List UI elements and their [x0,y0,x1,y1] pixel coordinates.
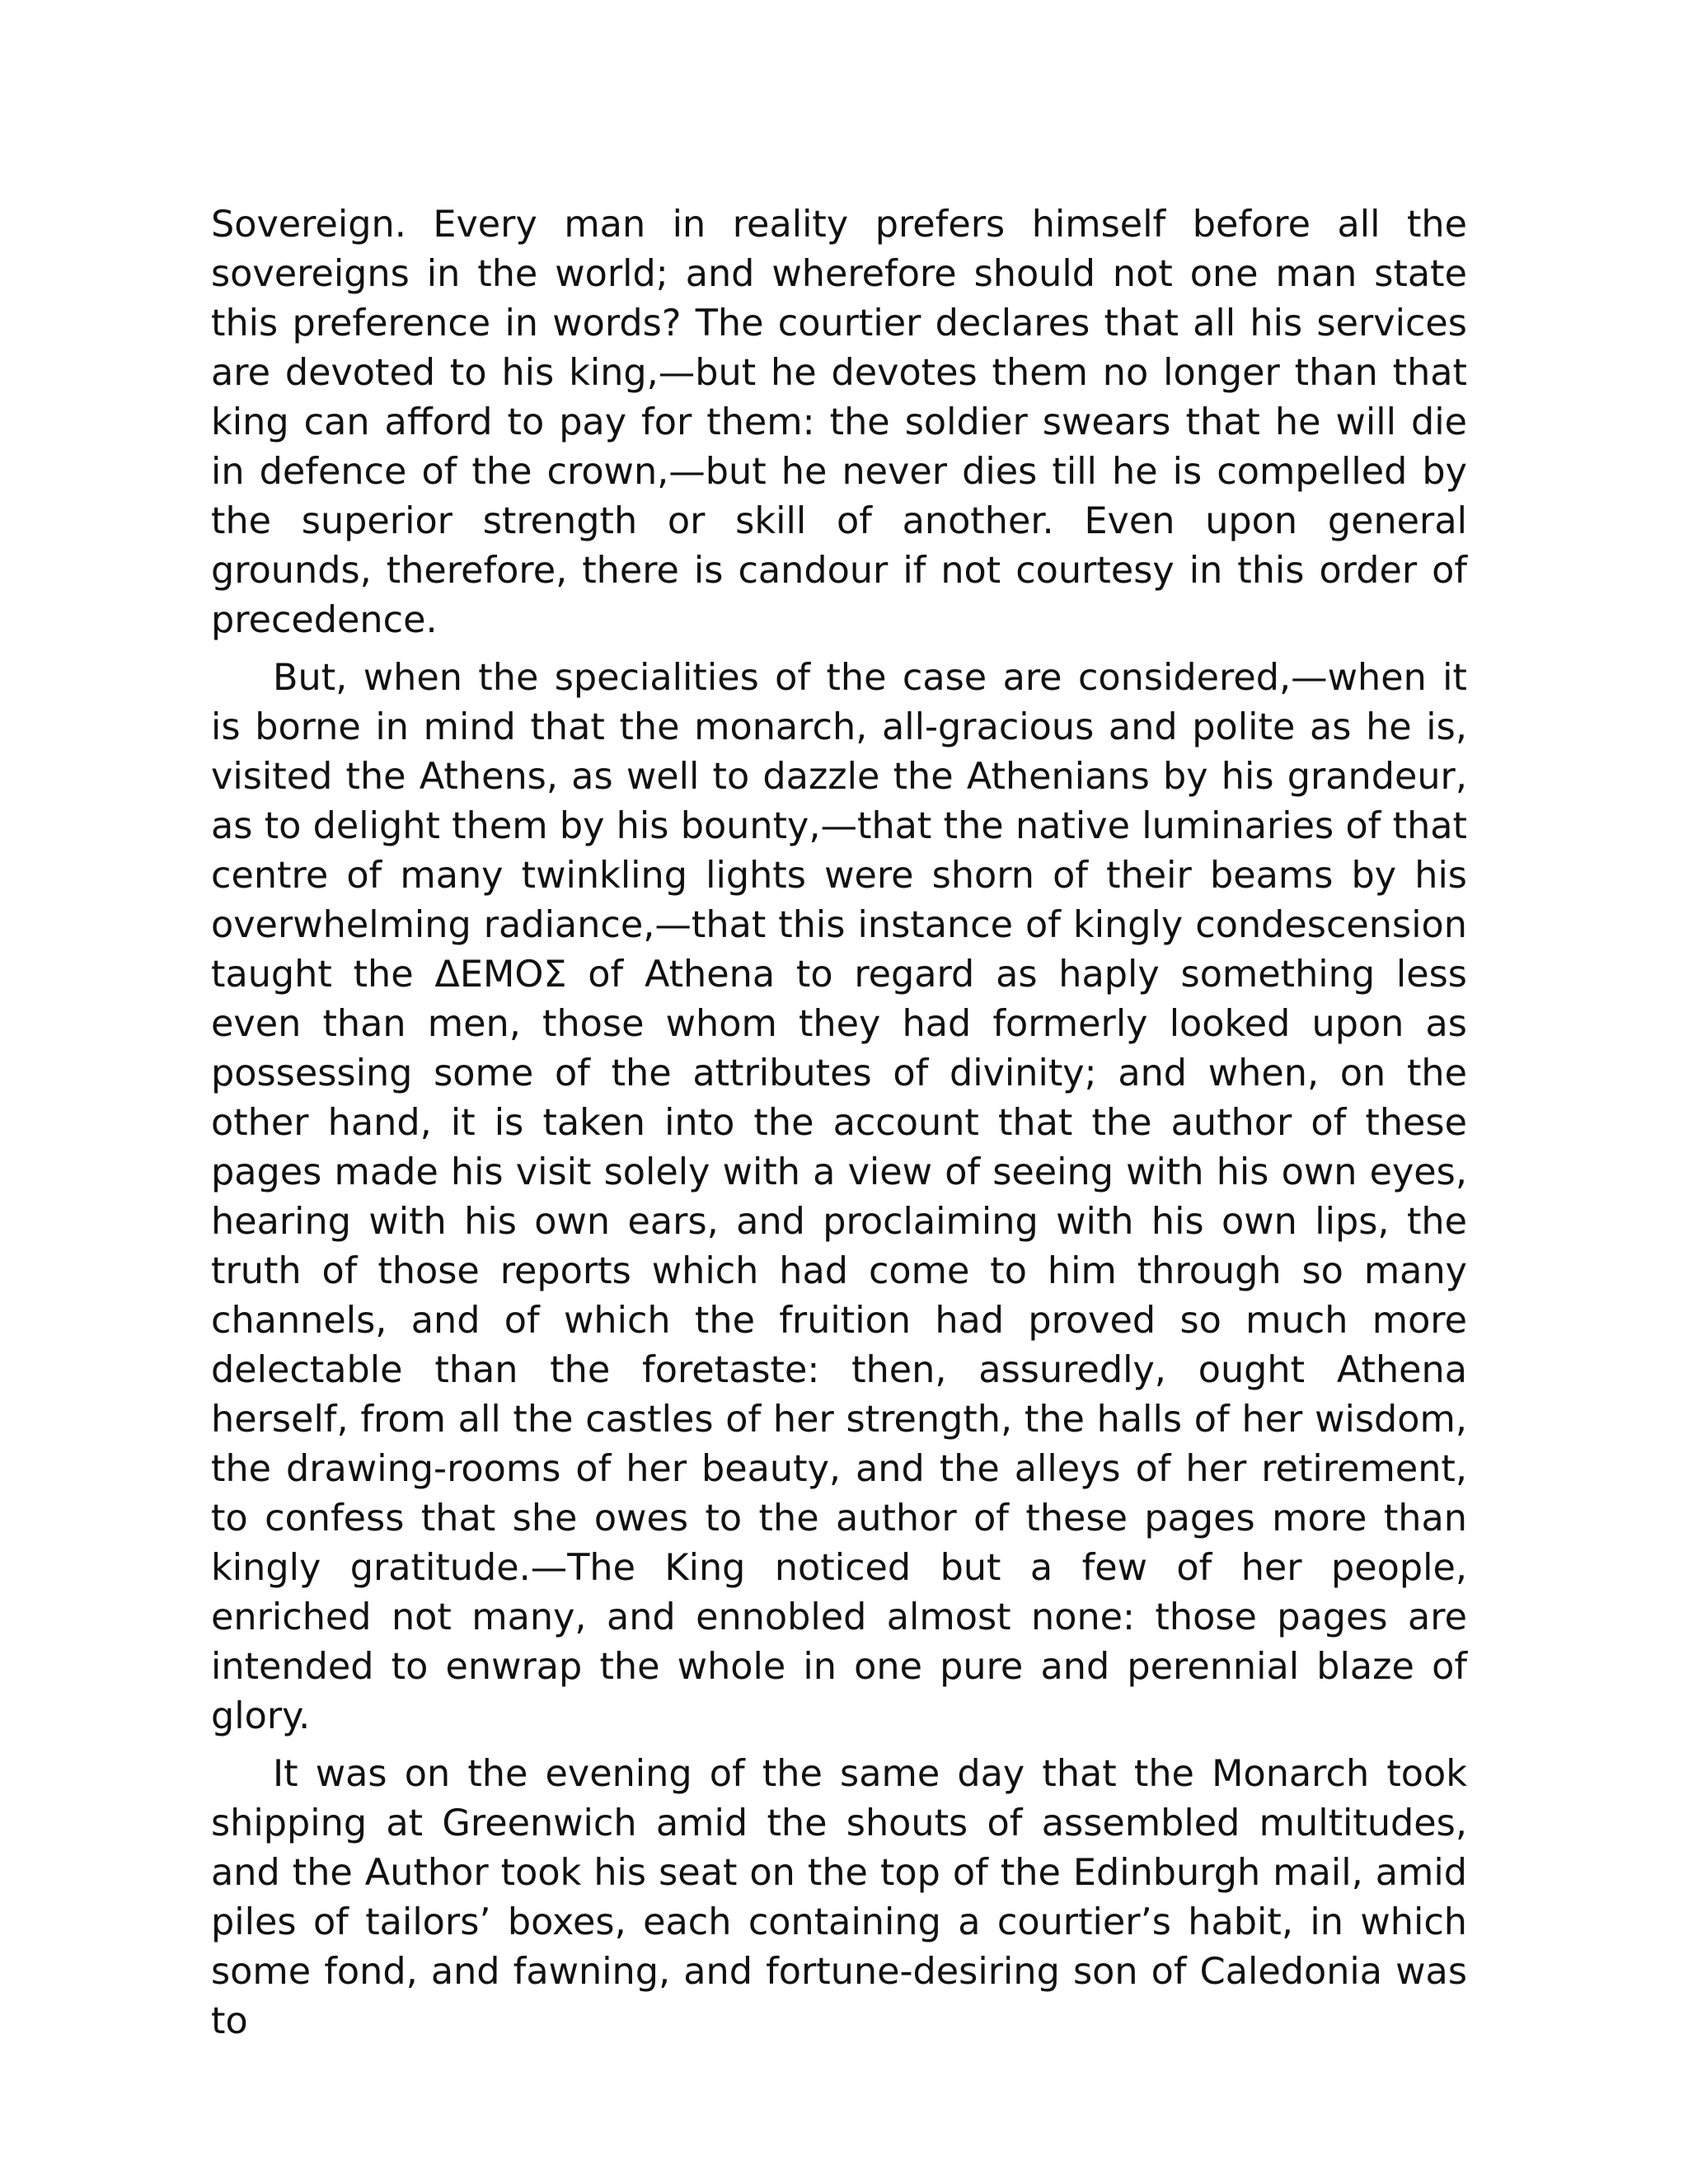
paragraph-evening: It was on the evening of the same day that the Monarch took shipping at Greenwich amid the shouts of assembled multitudes, and the Author took his seat on the top of the Edinburgh mail, amid piles of tailors’ boxes, each containing a courtier’s habit, in which some fond, and fawning, and fortune-desiring son of Caledonia was to [211,1753,1467,2042]
paragraph-specialities: But, when the specialities of the case are considered,—when it is borne in mind that the monarch, all-gracious and polite as he is, visited the Athens, as well to dazzle the Athenians by his grandeur, as to delight them by his bounty,—that the native luminaries of that centre of many twinkling lights were shorn of their beams by his overwhelming radiance,—that this instance of kingly condescension taught the ΔΕΜΟΣ of Athena to regard as haply something less even than men, those whom they had formerly looked upon as possessing some of the attributes of divinity; and when, on the other hand, it is taken into the account that the author of these pages made his visit solely with a view of seeing with his own eyes, hearing with his own ears, and proclaiming with his own lips, the truth of those reports which had come to him through so many channels, and of which the fruition had proved so much more delectable than the foretaste: then, assuredly, ought Athena herself, from all the castles of her strength, the halls of her wisdom, the drawing-rooms of her beauty, and the alleys of her retirement, to confess that she owes to the author of these pages more than kingly gratitude.—The King noticed but a few of her people, enriched not many, and ennobled almost none: those pages are intended to enwrap the whole in one pure and perennial blaze of glory. [211,657,1467,1737]
body-text [211,200,1467,2046]
paragraph-continuation: Sovereign. Every man in reality prefers himself before all the sovereigns in the world; and wherefore should not one man state this preference in words? The courtier declares that all his services are devoted to his king,—but he devotes them no longer than that king can afford to pay for them: the soldier swears that he will die in defence of the crown,—but he never dies till he is compelled by the superior strength or skill of another. Even upon general grounds, therefore, there is candour if not courtesy in this order of precedence. [211,204,1467,641]
